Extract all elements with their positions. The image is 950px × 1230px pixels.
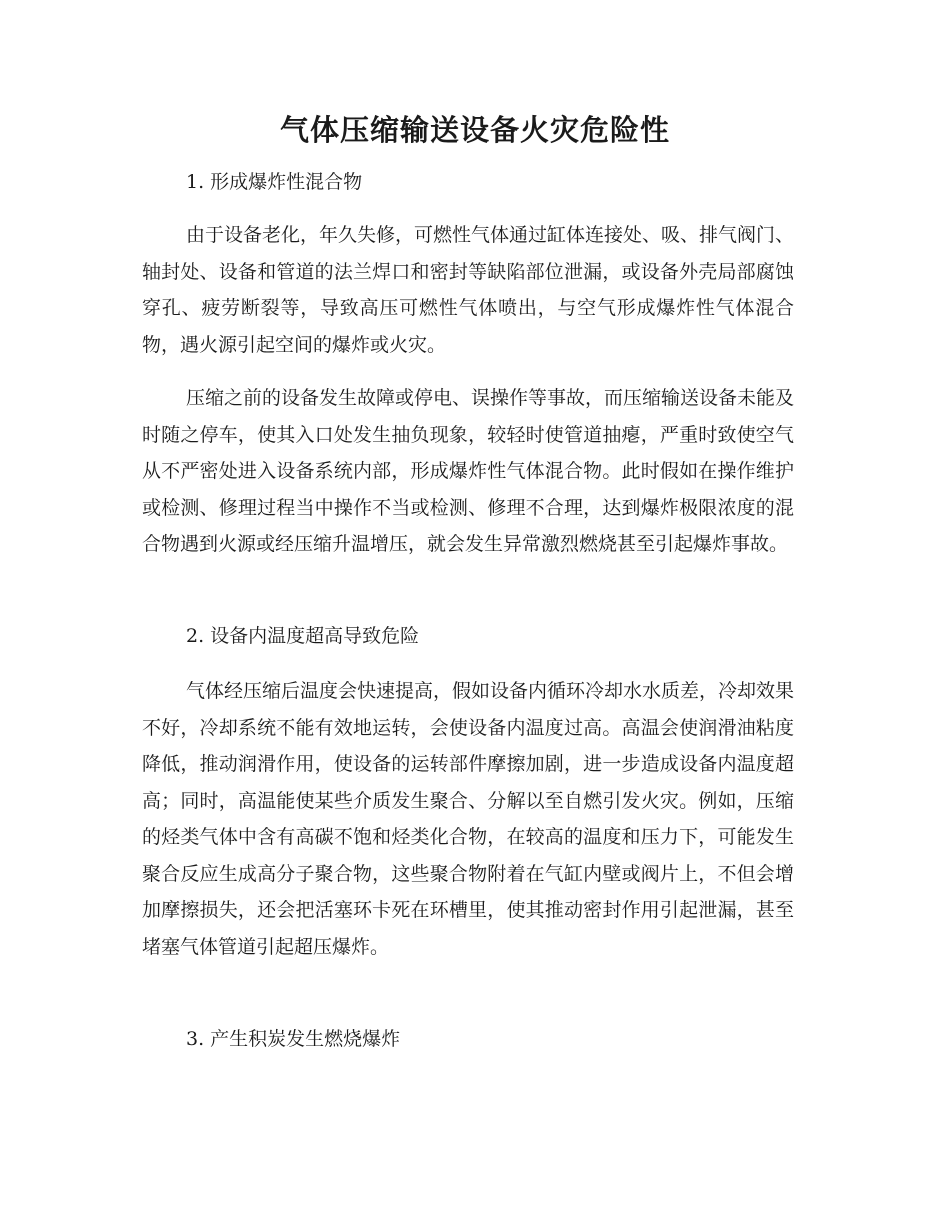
section-heading-1: 1. 形成爆炸性混合物	[186, 171, 363, 193]
paragraph-2-1: 气体经压缩后温度会快速提高，假如设备内循环冷却水水质差，冷却效果不好，冷却系统不能有效地运转，会使设备内温度过高。高温会使润滑油粘度降低，推动润滑作用，使设备的运转部件摩擦加剧，进一步造成设备内温度超高；同时，高温能使某些介质发生聚合、分解以至自燃引发火灾。例如，压缩的烃类气体中含有高碳不饱和烃类化合物，在较高的温度和压力下，可能发生聚合反应生成高分子聚合物，这些聚合物附着在气缸内壁或阀片上，不但会增加摩擦损失，还会把活塞环卡死在环槽里，使其推动密封作用引起泄漏，甚至堵塞气体管道引起超压爆炸。	[142, 680, 795, 958]
section-heading-2: 2. 设备内温度超高导致危险	[186, 625, 420, 647]
paragraph-1-2: 压缩之前的设备发生故障或停电、误操作等事故，而压缩输送设备未能及时随之停车，使其入口处发生抽负现象，较轻时使管道抽瘪，严重时致使空气从不严密处进入设备系统内部，形成爆炸性气体混合物。此时假如在操作维护或检测、修理过程当中操作不当或检测、修理不合理，达到爆炸极限浓度的混合物遇到火源或经压缩升温增压，就会发生异常激烈燃烧甚至引起爆炸事故。	[142, 387, 795, 555]
document-title: 气体压缩输送设备火灾危险性	[279, 113, 670, 147]
paragraph-1-1: 由于设备老化，年久失修，可燃性气体通过缸体连接处、吸、排气阀门、轴封处、设备和管道的法兰焊口和密封等缺陷部位泄漏，或设备外壳局部腐蚀穿孔、疲劳断裂等，导致高压可燃性气体喷出，与空气形成爆炸性气体混合物，遇火源引起空间的爆炸或火灾。	[142, 224, 795, 356]
section-heading-3: 3. 产生积炭发生燃烧爆炸	[186, 1028, 401, 1050]
